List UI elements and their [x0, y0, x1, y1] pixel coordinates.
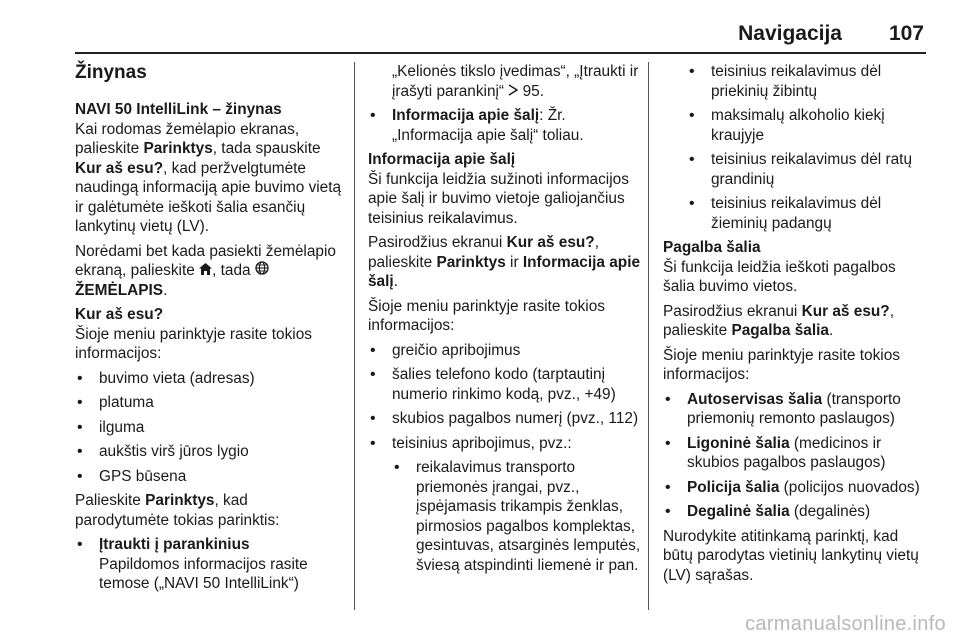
list-item: • Autoservisas šalia (transporto priemonių remonto paslaugos) [663, 390, 925, 429]
list-item-country-info: • Informacija apie šalį: Žr. „Informacija apie šalį“ toliau. [368, 106, 643, 145]
paragraph-closing: Nurodykite atitinkamą parinktį, kad būtų parodytas vietinių lankytinų vietų (LV) sąrašas. [663, 527, 919, 584]
list-item: • teisinius reikalavimus dėl priekinių žibintų [687, 62, 925, 101]
column-2 [368, 62, 643, 580]
list-item: • teisinius reikalavimus dėl ratų grandinių [687, 150, 925, 189]
arrow-ref-icon [508, 82, 518, 102]
column-divider-2 [648, 62, 649, 610]
subheading-help-nearby: Pagalba šalia [663, 239, 761, 256]
subheading-country-info: Informacija apie šalį [368, 151, 516, 168]
home-icon [199, 261, 212, 281]
list-item: • greičio apribojimus [368, 341, 643, 361]
paragraph-help-nearby-access: Pasirodžius ekranui Kur aš esu?, palieskite Pagalba šalia. [663, 302, 894, 339]
nested-list [392, 458, 643, 575]
paragraph-country-info-list-intro: Šioje meniu parinktyje rasite tokios informacijos: [368, 297, 605, 334]
list-item: • maksimalų alkoholio kiekį kraujyje [687, 106, 925, 145]
column-3 [663, 62, 925, 590]
list-item: • Policija šalia (policijos nuovados) [663, 478, 925, 498]
header-rule [75, 52, 926, 54]
paragraph-options: Palieskite Parinktys, kad parodytumėte tokias parinktis: [75, 492, 280, 529]
list-item-nested: • reikalavimus transporto priemonės įrangai, pvz., įspėjamasis trikampis ženklas, pirmosios pagalbos komplektas, gesintuvas, atsarginės lemputės, šviesą atspindinti liemenė ir pan. [392, 458, 643, 575]
paragraph-help-nearby: Ši funkcija leidžia ieškoti pagalbos šalia buvimo vietos. [663, 258, 896, 295]
list-item: • teisinius apribojimus, pvz.: • reikalavimus transporto priemonės įrangai, pvz., įspėjamasis trikampis ženklas, pirmosios pagalbos komplektas, gesintuvas, atsarginės lemputės, šviesą atspindinti liemenė ir pan. [368, 434, 643, 576]
list-item-add-favourites: • Įtraukti į parankinius Papildomos informacijos rasite temose („NAVI 50 IntelliLink“) [75, 535, 345, 594]
paragraph-country-info: Ši funkcija leidžia sužinoti informacijos apie šalį ir buvimo vietoje galiojančius teisinius reikalavimus. [368, 170, 629, 227]
paragraph-help-nearby-list-intro: Šioje meniu parinktyje rasite tokios informacijos: [663, 346, 900, 383]
section-title: Navigacija [738, 22, 842, 45]
paragraph-country-info-access: Pasirodžius ekranui Kur aš esu?, palieskite Parinktys ir Informacija apie šalį. [368, 234, 641, 290]
list-item: • ilguma [75, 418, 345, 438]
list-legal-requirements [687, 62, 925, 233]
list-options [75, 535, 345, 594]
section-heading: Žinynas [75, 62, 147, 83]
list-item: • šalies telefono kodo (tarptautinį numerio rinkimo kodą, pvz., +49) [368, 365, 643, 404]
list-item: • buvimo vieta (adresas) [75, 369, 345, 389]
list-item: • aukštis virš jūros lygio [75, 442, 345, 462]
paragraph-continued: „Kelionės tikslo įvedimas“, „Įtraukti ir įrašyti parankinį“ 95. [392, 63, 639, 100]
page-number: 107 [888, 22, 924, 45]
globe-icon [255, 261, 269, 281]
page-header [0, 0, 960, 58]
list-help-nearby [663, 390, 925, 522]
column-1 [75, 62, 345, 599]
list-item: • Degalinė šalia (degalinės) [663, 502, 925, 522]
watermark: carmanualsonline.info [745, 613, 946, 635]
list-item: • GPS būsena [75, 467, 345, 487]
list-options-cont [368, 106, 643, 145]
list-item: • Ligoninė šalia (medicinos ir skubios pagalbos paslaugos) [663, 434, 925, 473]
list-item: • skubios pagalbos numerį (pvz., 112) [368, 409, 643, 429]
paragraph-intro: Kai rodomas žemėlapio ekranas, palieskite Parinktys, tada spauskite Kur aš esu?, kad peržvelgtumėte naudingą informaciją apie buvimo vietą ir galėtumėte ieškoti šalia esančių lankytinų vietų (LV). [75, 120, 342, 235]
list-item: • platuma [75, 393, 345, 413]
subheading-where-am-i: Kur aš esu? [75, 306, 164, 323]
paragraph-map-access: Norėdami bet kada pasiekti žemėlapio ekraną, palieskite , tada ŽEMĖLAPIS. [75, 242, 336, 299]
list-country-info [368, 341, 643, 576]
subheading-navi50-help: NAVI 50 IntelliLink – žinynas [75, 101, 282, 118]
paragraph-where-am-i-info: Šioje meniu parinktyje rasite tokios informacijos: [75, 325, 312, 362]
list-location-info [75, 369, 345, 487]
list-item: • teisinius reikalavimus dėl žieminių padangų [687, 194, 925, 233]
column-divider-1 [354, 62, 355, 610]
